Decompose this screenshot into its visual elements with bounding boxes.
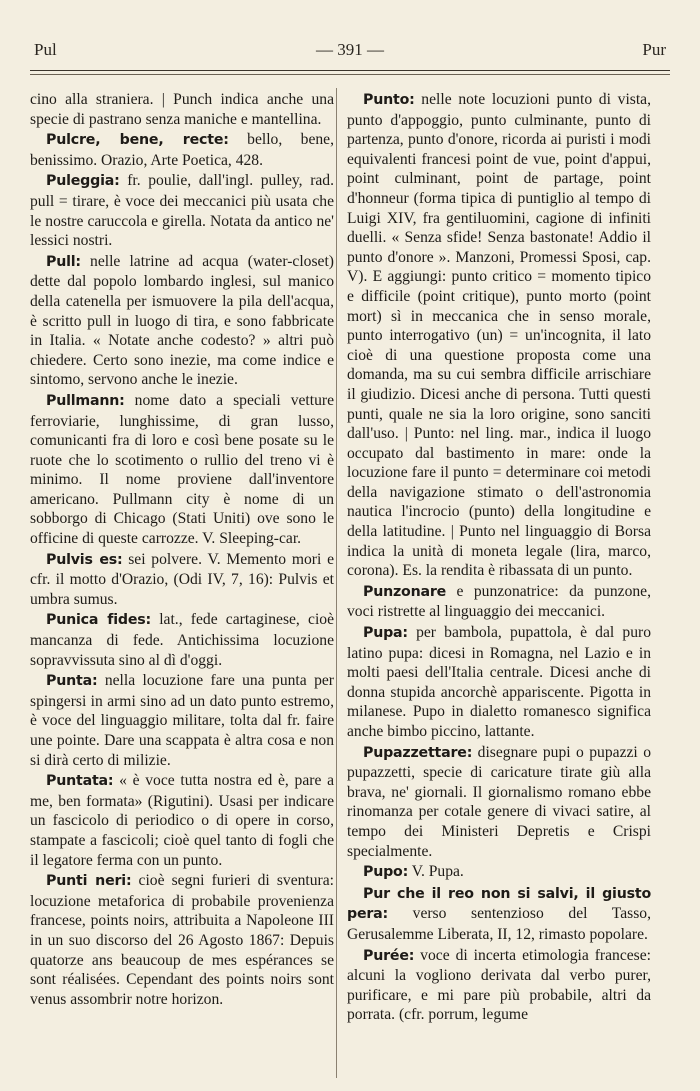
entry-text: verso sentenzioso del Tasso, Gerusalemme Liberata, II, 12, rimasto popolare. [347,905,651,943]
entry-headword: Punica fides: [46,612,152,629]
entry-headword: Pulvis es: [46,551,123,568]
entry-text: nella locuzione fare una punta per spingersi in armi sino ad un dato punto estremo, è voce del linguaggio militare, tolta dal fr. faire une pointe. Dare una scappata è altra cosa e non si dirà certo di milizie. [30,672,334,769]
dictionary-entry [30,130,334,170]
entry-text: e punzonatrice: da punzone, voci ristrette al linguaggio dei meccanici. [347,582,651,621]
entry-headword: Punta: [46,673,98,690]
entry-text: cioè segni furieri di sventura: locuzione metaforica di probabile provenienza francese, points noirs, attribuita a Napoleone III in un suo discorso del 26 Agosto 1867: Depuis quatorze ans beaucoup de mes espérances se sont réalisées. Cependant des points noirs sont venus assombrir notre horizon. [30,872,334,1008]
dictionary-entry [30,90,334,129]
entry-headword: Puntata: [46,773,114,790]
entry-headword: Pulcre, bene, recte: [46,132,229,149]
dictionary-entry [347,884,651,945]
running-head [30,40,670,66]
dictionary-entry [347,743,651,862]
dictionary-entry [30,771,334,870]
entry-headword: Punti neri: [46,873,132,890]
right-column [347,90,651,1026]
entry-headword: Puleggia: [46,173,120,190]
entry-headword: Pur che il reo non si salvi, il giusto pera: [347,885,651,923]
entry-text: lat., fede cartaginese, cioè mancanza di fede. Antichissima locuzione sopravvissuta sino al dì d'oggi. [30,611,334,669]
entry-text: cino alla straniera. | Punch indica anche una specie di pastrano senza maniche e mantellina. [30,91,334,128]
header-rule [30,70,670,71]
entry-headword: Punzonare [363,583,447,600]
entry-text: « è voce tutta nostra ed è, pare a me, ben formata» (Rigutini). Usasi per indicare un fascicolo di periodico o di opere in corso, stampate a fascicoli; cioè quel tanto di fogli che il legatore ferma con un punto. [30,772,334,869]
entry-text: voce di incerta etimologia francese: alcuni la vogliono derivata dal verbo purer, purificare, e mi pare più probabile, altri da porrata. (cfr. porrum, legume [347,946,651,1024]
entry-headword: Punto: [363,92,415,108]
dictionary-entry [347,862,651,883]
entry-text: per bambola, pupattola, è dal puro latino pupa: dicesi in Romagna, nel Lazio e in molti paesi dell'Italia centrale. Dicesi anche di donna stupida ancorchè appariscente. Pigotta in milanese. Pupo in dialetto romanesco significa anche bimbo piccino, lattante. [347,624,651,740]
entry-headword: Pupazzettare: [363,744,473,761]
entry-text: nelle note locuzioni punto di vista, punto d'appoggio, punto culminante, punto di partenza, punto d'onore, ricorda ai puristi i modi equivalenti francesi point de vue, point d'appui, point culminant, point de partage, point d'honneur (forma tipica di puntiglio al tempo di Luigi XIV, fra gentiluomini, cagione di infiniti duelli. « Senza sfide! Senza bastonate! Addio il punto d'onore ». Manzoni, Promessi Sposi, cap. V). E aggiungi: punto critico = momento tipico e difficile (point critique), punto morto (point mort) sì in meccanica che in senso morale, punto interrogativo (un) = un'incognita, il lato cioè di una questione proposta come una domanda, ma su cui sembra difficile arrischiare il giudizio. Dicesi anche di persona. Tutti questi punti, quale ne sia la loro origine, sono sanciti dall'uso. | Punto: nel ling. mar., indica il luogo occupato dal bastimento in mare: onde la locuzione fare il punto = determinare coi metodi della navigazione stimato o dell'astronomia nautica l'incrocio (punto) della longitudine e della latitudine. | Punto nel linguaggio di Borsa indica la unità di moneta legale (lira, marco, corona). Es. la rendita è ribassata di un punto. [347,91,651,580]
entry-text: nelle latrine ad acqua (water-closet) dette dal popolo lombardo inglesi, sul manico della catenella per ismuovere la pila dell'acqua, è scritto pull in luogo di tira, e sono fabbricate in Italia. « Notate anche codesto? » altri può chiedere. Certo sono inezie, ma come indice e sintomo, servono anche le inezie. [30,252,334,389]
dictionary-entry [30,252,334,390]
header-right: Pur [642,40,666,59]
header-rule-thin [30,74,670,75]
dictionary-entry [30,550,334,610]
entry-text: fr. poulie, dall'ingl. pulley, rad. pull = tirare, è voce dei meccanici più usata che le nostre caruccola e girella. Notata da antico ne' lessici nostri. [30,172,334,250]
dictionary-entry [30,671,334,770]
dictionary-entry [347,90,651,581]
entry-text: V. Pupa. [408,863,464,881]
header-left: Pul [34,40,57,59]
dictionary-entry [347,582,651,622]
dictionary-entry [30,871,334,1009]
entry-text: disegnare pupi o pupazzi o pupazzetti, specie di caricature tirate giù alla brava, ne' giornali. Il giornalismo romano ebbe rinomanza per cotale genere di vivaci satire, al tempo dei Ministeri Depretis e Crispi specialmente. [347,743,651,860]
entry-text: nome dato a speciali vetture ferroviarie, lunghissime, di gran lusso, comunicanti fra di loro e così bene posate su le ruote che lo scotimento o rullio del treno vi è minimo. Il nome proviene dall'inventore americano. Pullmann city è nome di un sobborgo di Chicago (Stati Uniti) ove sono le officine di queste carrozze. V. Sleeping-car. [30,391,334,548]
entry-headword: Pullmann: [46,392,125,409]
dictionary-entry [347,623,651,742]
entry-headword: Pull: [46,253,81,270]
entry-text: sei polvere. V. Memento mori e cfr. il motto d'Orazio, (Odi IV, 7, 16): Pulvis et umbra sumus. [30,550,334,608]
entry-text: bello, bene, benissimo. Orazio, Arte Poetica, 428. [30,131,334,169]
dictionary-entry [347,946,651,1025]
page-number: — 391 — [316,40,384,59]
left-column [30,90,334,1010]
column-divider [336,88,337,1078]
entry-headword: Purée: [363,947,415,964]
dictionary-entry [30,391,334,549]
dictionary-entry [30,171,334,250]
entry-headword: Pupa: [363,625,408,642]
entry-headword: Pupo: [363,864,409,881]
dictionary-entry [30,610,334,670]
